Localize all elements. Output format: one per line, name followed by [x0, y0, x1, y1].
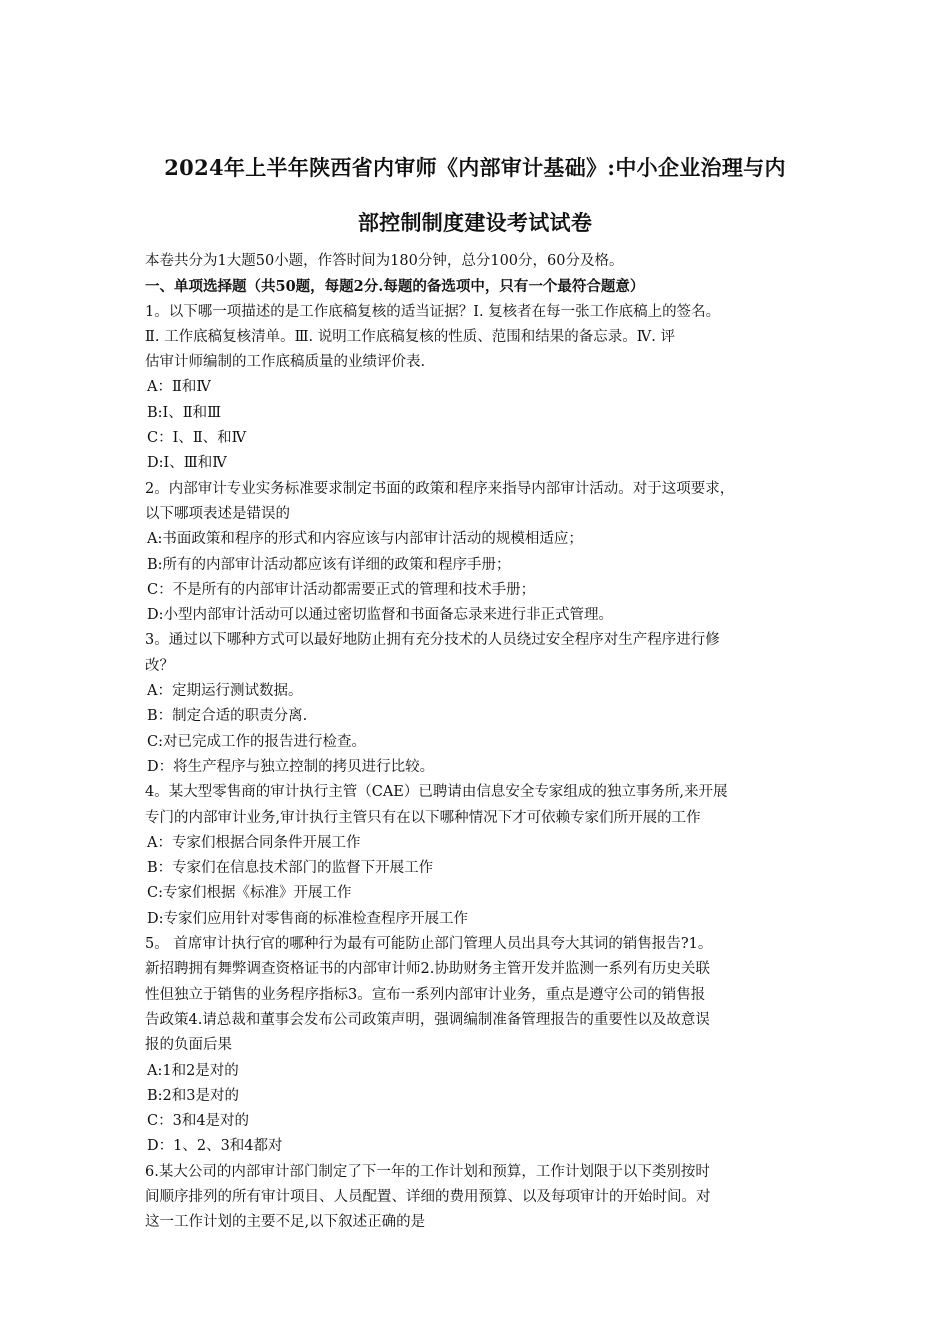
- question-2-line: 以下哪项表述是错误的: [145, 505, 290, 522]
- question-6-line: 间顺序排列的所有审计项目、人员配置、详细的费用预算、以及每项审计的开始时间。对: [145, 1188, 711, 1205]
- question-5-line: 新招聘拥有舞弊调查资格证书的内部审计师2.协助财务主管开发并监测一系列有历史关联: [145, 961, 710, 978]
- question-4-option-d: D:专家们应用针对零售商的标准检查程序开展工作: [147, 910, 469, 927]
- question-2-option-b: B:所有的内部审计活动都应该有详细的政策和程序手册；: [147, 556, 511, 573]
- question-5-option-d: D：1、2、3和4都对: [147, 1138, 283, 1155]
- question-3-option-d: D：将生产程序与独立控制的拷贝进行比较。: [147, 758, 435, 775]
- question-3-option-b: B：制定合适的职责分离.: [147, 708, 308, 725]
- question-2-line: 2。内部审计专业实务标准要求制定书面的政策和程序来指导内部审计活动。对于这项要求，: [145, 480, 735, 497]
- document-body: [145, 249, 815, 1236]
- question-5-line: 告政策4.请总裁和董事会发布公司政策声明，强调编制准备管理报告的重要性以及故意误: [145, 1011, 710, 1028]
- question-2-option-c: C：不是所有的内部审计活动都需要正式的管理和技术手册；: [147, 581, 536, 598]
- question-1-option-c: C：Ⅰ、Ⅱ、和Ⅳ: [147, 430, 247, 447]
- question-5-option-c: C：3和4是对的: [147, 1113, 250, 1130]
- question-2-option-a: A:书面政策和程序的形式和内容应该与内部审计活动的规模相适应；: [147, 531, 583, 548]
- question-4-option-a: A：专家们根据合同条件开展工作: [147, 834, 361, 851]
- document-title-line-2: 部控制制度建设考试试卷: [357, 210, 593, 235]
- question-1-line: Ⅱ. 工作底稿复核清单。Ⅲ. 说明工作底稿复核的性质、范围和结果的备忘录。Ⅳ. 评: [145, 328, 675, 345]
- question-4-option-c: C:专家们根据《标准》开展工作: [147, 885, 352, 902]
- question-1-option-a: A：Ⅱ和Ⅳ: [147, 379, 211, 396]
- question-2-option-d: D:小型内部审计活动可以通过密切监督和书面备忘录来进行非正式管理。: [147, 607, 614, 624]
- question-5-option-a: A:1和2是对的: [147, 1062, 239, 1079]
- question-5-line: 报的负面后果: [145, 1037, 232, 1054]
- question-1-line: 1。以下哪一项描述的是工作底稿复核的适当证据？Ⅰ. 复核者在每一张工作底稿上的签名。: [145, 303, 721, 320]
- question-4-line: 专门的内部审计业务,审计执行主管只有在以下哪种情况下才可依赖专家们所开展的工作: [145, 809, 701, 826]
- question-4-line: 4。某大型零售商的审计执行主管（CAE）已聘请由信息安全专家组成的独立事务所,来开展: [145, 784, 728, 801]
- question-4-option-b: B：专家们在信息技术部门的监督下开展工作: [147, 860, 434, 877]
- document-title-line-1: 2024年上半年陕西省内审师《内部审计基础》:中小企业治理与内: [164, 155, 786, 180]
- question-3-line: 3。通过以下哪种方式可以最好地防止拥有充分技术的人员绕过安全程序对生产程序进行修: [145, 632, 720, 649]
- question-3-option-c: C:对已完成工作的报告进行检查。: [147, 733, 366, 750]
- question-6-line: 这一工作计划的主要不足,以下叙述正确的是: [145, 1214, 426, 1231]
- question-5-option-b: B:2和3是对的: [147, 1087, 239, 1104]
- question-6-line: 6.某大公司的内部审计部门制定了下一年的工作计划和预算，工作计划限于以下类别按时: [145, 1163, 710, 1180]
- question-5-line: 5。 首席审计执行官的哪种行为最有可能防止部门管理人员出具夸大其词的销售报告?1。: [145, 936, 713, 953]
- question-1-option-b: B:Ⅰ、Ⅱ和Ⅲ: [147, 404, 222, 421]
- question-5-line: 性但独立于销售的业务程序指标3。宣布一系列内部审计业务，重点是遵守公司的销售报: [145, 986, 706, 1003]
- question-1-option-d: D:Ⅰ、Ⅲ和Ⅳ: [147, 455, 227, 472]
- exam-intro: 本卷共分为1大题50小题，作答时间为180分钟，总分100分，60分及格。: [145, 253, 624, 269]
- question-3-line: 改？: [145, 657, 174, 674]
- question-1-line: 估审计师编制的工作底稿质量的业绩评价表.: [145, 354, 426, 371]
- question-3-option-a: A：定期运行测试数据。: [147, 683, 303, 700]
- section-heading: 一、单项选择题（共50题，每题2分.每题的备选项中，只有一个最符合题意）: [145, 278, 645, 296]
